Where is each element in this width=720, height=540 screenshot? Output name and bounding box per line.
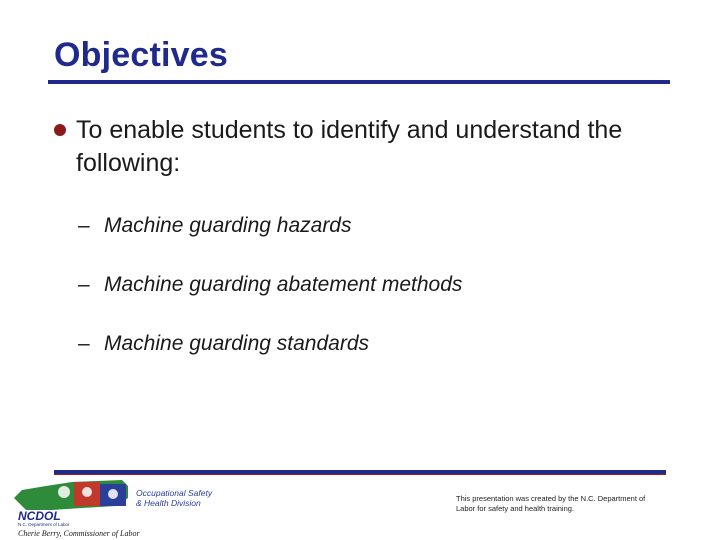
logo-commissioner: Cherie Berry, Commissioner of Labor (18, 529, 140, 538)
main-bullet-line1: To enable students to identify and understand the (76, 116, 623, 144)
main-bullet-text (76, 114, 706, 180)
bullet-dot-icon (54, 124, 66, 136)
sub-item (78, 214, 352, 238)
footer-note (456, 494, 676, 514)
dash-icon: – (78, 273, 90, 296)
title-divider (48, 80, 670, 84)
logo-division-line1: Occupational Safety (136, 488, 213, 498)
logo-org-full: N.C. Department of Labor (18, 522, 70, 527)
footer-divider-accent (54, 474, 666, 475)
sub-item (78, 273, 462, 297)
slide-title: Objectives (54, 36, 228, 74)
sub-item (78, 332, 369, 356)
sub-item-label: Machine guarding standards (104, 332, 370, 355)
dash-icon: – (78, 214, 90, 237)
footer-note-line2: Labor for safety and health training. (456, 504, 574, 513)
ncdol-logo (12, 476, 213, 538)
footer-note-line1: This presentation was created by the N.C. Department of (456, 494, 646, 503)
sub-item-label: Machine guarding abatement methods (104, 273, 463, 296)
logo-org-short: NCDOL (18, 509, 61, 523)
dash-icon: – (78, 332, 90, 355)
sub-item-label: Machine guarding hazards (104, 214, 352, 237)
logo-division-line2: & Health Division (136, 498, 201, 508)
main-bullet-line2: following: (76, 149, 181, 177)
